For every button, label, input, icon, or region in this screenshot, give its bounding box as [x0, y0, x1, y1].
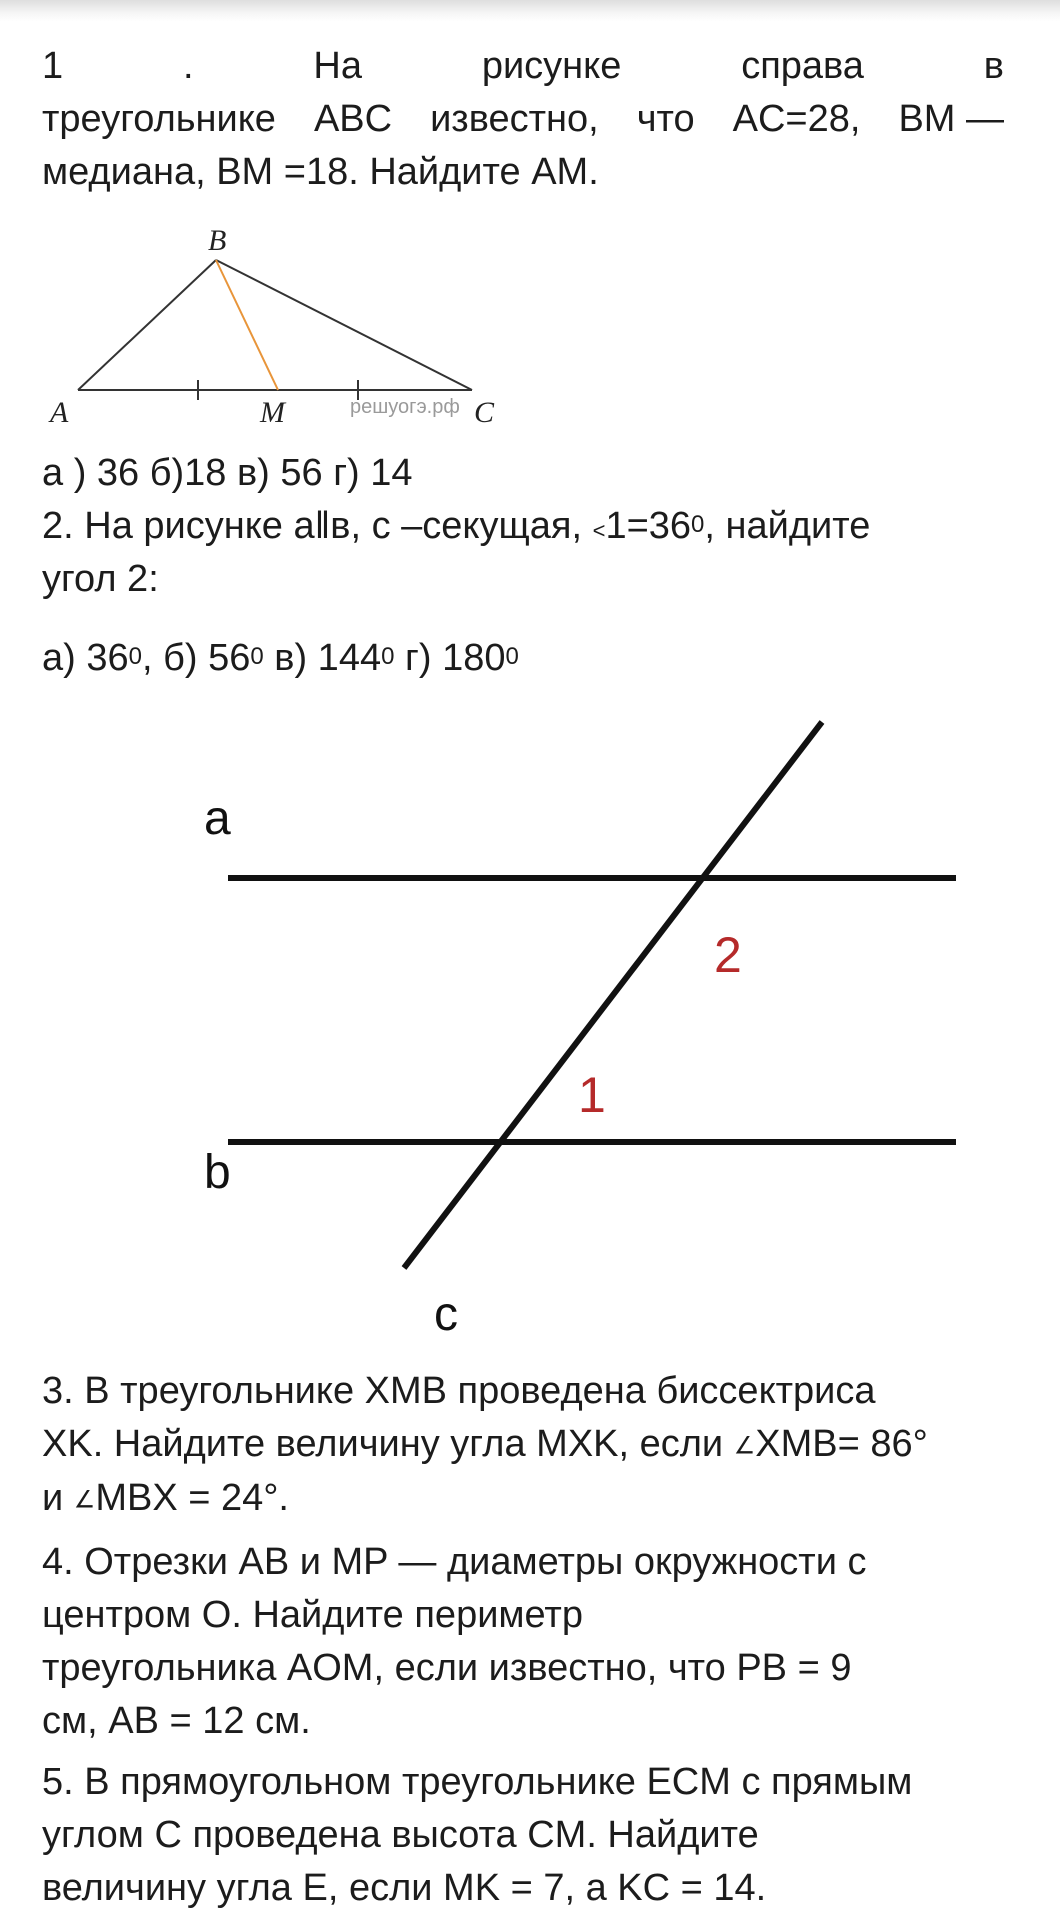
answer: в) 144 — [274, 637, 382, 679]
word: в — [983, 45, 1004, 87]
side-bc — [216, 260, 472, 390]
angle-label-1: 1 — [578, 1067, 606, 1123]
text: и — [42, 1477, 74, 1520]
angle-label-2: 2 — [714, 927, 742, 983]
text: XK. Найдите величину угла MXK, если — [42, 1423, 734, 1465]
word: треугольнике — [42, 98, 276, 140]
secant-c — [404, 722, 822, 1268]
word: ABC — [313, 98, 393, 140]
degree-mark: 0 — [381, 643, 395, 670]
angle-symbol: < — [592, 518, 606, 543]
word: На — [313, 45, 362, 87]
top-bar — [0, 0, 1060, 22]
problem-3-line-1: 3. В треугольнике XMB проведена биссектриса — [42, 1370, 876, 1412]
vertex-label-b: B — [208, 224, 227, 257]
problem-1-line-1 — [42, 40, 1004, 93]
separator — [264, 637, 275, 679]
vertex-label-m: M — [260, 396, 285, 429]
vertex-label-a: A — [50, 396, 69, 429]
problem-3-line-2 — [42, 1418, 1004, 1472]
watermark: решуогэ.рф — [350, 396, 460, 418]
word: AC=28, — [732, 98, 861, 140]
problem-4-line: 4. Отрезки AB и MP — диаметры окружности с — [42, 1541, 867, 1583]
separator — [394, 637, 405, 679]
text: MBX = 24°. — [95, 1477, 289, 1520]
answer: а) 36 — [42, 637, 129, 679]
word: известно, — [430, 98, 599, 140]
word: 1 — [42, 45, 64, 87]
parallel-lines-figure — [180, 710, 980, 1350]
problem-4-line: см, AB = 12 см. — [42, 1700, 311, 1742]
problem-5-text — [42, 1756, 1004, 1915]
angle-symbol: ∠ — [733, 1432, 756, 1460]
problem-4-line: центром O. Найдите периметр — [42, 1594, 583, 1636]
vertex-label-c: C — [474, 396, 495, 429]
problem-1-line-3: медиана, BM =18. Найдите AM. — [42, 151, 599, 193]
problem-3-line-3 — [42, 1472, 1004, 1526]
degree-mark: 0 — [691, 511, 705, 538]
problem-4-line: треугольника AOM, если известно, что PB = 9 — [42, 1647, 852, 1689]
problem-1-line-2 — [42, 93, 1004, 146]
answer: б) 56 — [163, 637, 251, 679]
problem-2-answers — [42, 632, 1004, 685]
degree-mark: 0 — [250, 643, 264, 670]
problem-4-text — [42, 1536, 1004, 1748]
problem-2-line-1 — [42, 500, 1004, 553]
answer: г) 180 — [405, 637, 506, 679]
problem-2-text — [42, 500, 1004, 606]
label-a: a — [204, 792, 231, 845]
degree-mark: 0 — [505, 643, 519, 670]
problem-5-line: углом C проведена высота CM. Найдите — [42, 1814, 759, 1856]
text: 2. На рисунке a‖в, с –секущая, — [42, 505, 593, 547]
problem-5-line: 5. В прямоугольном треугольнике ECM с прямым — [42, 1761, 913, 1803]
median-bm — [216, 260, 278, 390]
word: справа — [741, 45, 864, 87]
problem-3-text — [42, 1365, 1004, 1527]
word: BM — — [898, 98, 1004, 140]
side-ab — [78, 260, 216, 390]
word: . — [182, 45, 194, 87]
problem-5-line: величину угла E, если MK = 7, а KC = 14. — [42, 1867, 767, 1909]
label-b: b — [204, 1146, 231, 1199]
separator: , — [141, 637, 164, 679]
problem-1-text — [42, 40, 1004, 199]
problem-2-line-2: угол 2: — [42, 558, 159, 600]
triangle-figure — [40, 218, 520, 430]
problem-1-answers: а ) 36 б)18 в) 56 г) 14 — [42, 452, 413, 494]
text: 1=36 — [605, 505, 692, 547]
angle-symbol: ∠ — [73, 1486, 96, 1514]
label-c: c — [434, 1288, 458, 1341]
text: XMB= 86° — [755, 1423, 928, 1465]
text: , найдите — [704, 505, 871, 547]
degree-mark: 0 — [128, 643, 142, 670]
word: что — [636, 98, 695, 140]
word: рисунке — [481, 45, 622, 87]
